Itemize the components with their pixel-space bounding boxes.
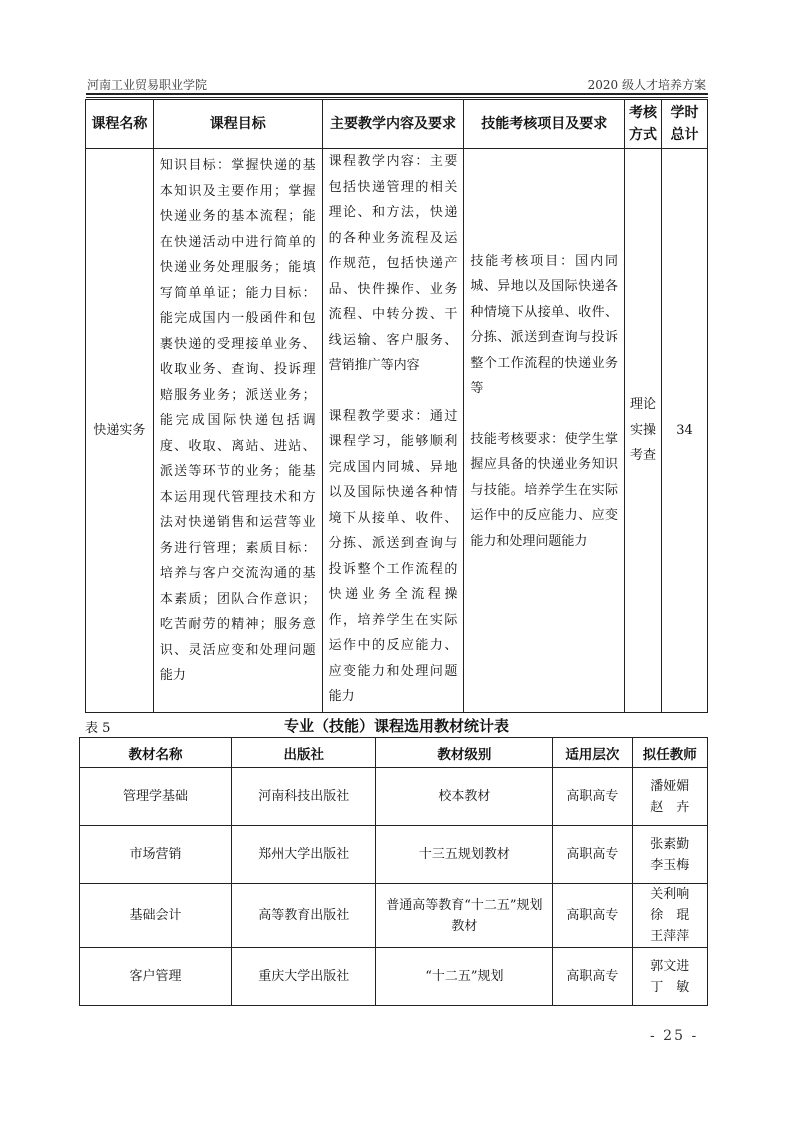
exam-method xyxy=(625,149,662,713)
teachers xyxy=(632,826,707,884)
header-document-title: 2020 级人才培养方案 xyxy=(587,78,706,92)
col-total-hours-line1: 学时 xyxy=(670,105,699,121)
course-objectives: 知识目标：掌握快递的基本知识及主要作用；掌握快递业务的基本流程；能在快递活动中进行简单的快递业务处理服务；能填写简单单证；能力目标：能完成国内一般函件和包裹快递的受理接单业务、收取业务、查询、投诉理赔服务业务；派送业务；能完成国际快递包括调度、收取、离站、进站、派送等环节的业务；能基本运用现代管理技术和方法对快递销售和运营等业务进行管理；素质目标：培养与客户交流沟通的基本素质；团队合作意识；吃苦耐劳的精神；服务意识、灵活应变和处理问题能力 xyxy=(153,149,322,713)
table-row xyxy=(86,149,708,713)
skill-requirements-text: 技能考核要求：使学生掌握应具备的快递业务知识与技能。培养学生在实际运作中的反应能力、应变能力和处理问题能力 xyxy=(470,431,619,549)
course-content xyxy=(322,149,464,713)
textbook-level: 校本教材 xyxy=(376,768,553,826)
textbook-name: 客户管理 xyxy=(80,948,232,1006)
exam-method-line: 考查 xyxy=(630,448,657,463)
col-exam-method-line2: 方式 xyxy=(629,127,658,143)
table-row xyxy=(80,884,708,948)
header-rule-thin xyxy=(86,97,708,98)
textbook-name: 基础会计 xyxy=(80,884,232,948)
teacher-name: 关利响 xyxy=(650,887,690,902)
col-applicable-tier: 适用层次 xyxy=(553,738,632,768)
textbook-name: 市场营销 xyxy=(80,826,232,884)
textbook-level: “十二五”规划 xyxy=(376,948,553,1006)
teacher-name: 王萍萍 xyxy=(650,929,690,944)
col-publisher: 出版社 xyxy=(232,738,376,768)
col-course-objectives: 课程目标 xyxy=(153,100,322,149)
teachers xyxy=(632,884,707,948)
exam-method-line: 理论 xyxy=(630,397,657,412)
table-row xyxy=(80,768,708,826)
course-content-text: 课程教学内容：主要包括快递管理的相关理论、和方法，快递的各种业务流程及运作规范，包括快递产品、快件操作、业务流程、中转分拨、干线运输、客户服务、营销推广等内容 xyxy=(328,154,458,373)
table-label: 表 5 xyxy=(85,721,111,736)
teacher-name: 丁 敏 xyxy=(650,979,690,995)
col-main-content: 主要教学内容及要求 xyxy=(322,100,464,149)
applicable-tier: 高职高专 xyxy=(553,884,632,948)
col-teachers: 拟任教师 xyxy=(632,738,707,768)
teacher-name: 赵 卉 xyxy=(650,799,690,815)
textbook-table xyxy=(79,737,708,1006)
applicable-tier: 高职高专 xyxy=(553,826,632,884)
skill-items-text: 技能考核项目：国内同城、异地以及国际快递各种情境下从接单、收件、分拣、派送到查询与投诉整个工作流程的快递业务等 xyxy=(470,253,619,396)
exam-method-line: 实操 xyxy=(630,422,657,438)
textbook-name: 管理学基础 xyxy=(80,768,232,826)
applicable-tier: 高职高专 xyxy=(553,768,632,826)
publisher: 高等教育出版社 xyxy=(232,884,376,948)
teacher-name: 徐 琨 xyxy=(650,908,690,923)
table-row xyxy=(80,826,708,884)
course-table xyxy=(85,99,708,713)
col-course-name: 课程名称 xyxy=(86,100,154,149)
course-table-header xyxy=(86,100,708,149)
teacher-name: 李玉梅 xyxy=(650,857,690,873)
publisher: 郑州大学出版社 xyxy=(232,826,376,884)
table-row xyxy=(80,948,708,1006)
teacher-name: 张素勤 xyxy=(650,836,690,852)
publisher: 河南科技出版社 xyxy=(232,768,376,826)
col-skill-assessment: 技能考核项目及要求 xyxy=(464,100,625,149)
textbook-table-header xyxy=(80,738,708,768)
col-textbook-level: 教材级别 xyxy=(376,738,553,768)
table-title: 专业（技能）课程选用教材统计表 xyxy=(283,717,509,735)
page-number: - 25 - xyxy=(650,1028,699,1044)
col-exam-method xyxy=(625,100,662,149)
teachers xyxy=(632,948,707,1006)
skill-assessment xyxy=(464,149,625,713)
textbook-level: 十三五规划教材 xyxy=(376,826,553,884)
publisher: 重庆大学出版社 xyxy=(232,948,376,1006)
teachers xyxy=(632,768,707,826)
course-requirements-text: 课程教学要求：通过课程学习，能够顺利完成国内同城、异地以及国际快递各种情境下从接单、收件、分拣、派送到查询与投诉整个工作流程的快递业务全流程操作，培养学生在实际运作中的反应能力、应变能力和处理问题能力 xyxy=(328,408,458,704)
textbook-level: 普通高等教育“十二五”规划教材 xyxy=(376,884,553,948)
col-total-hours xyxy=(662,100,708,149)
applicable-tier: 高职高专 xyxy=(553,948,632,1006)
header-rule xyxy=(86,93,708,95)
teacher-name: 潘娅媚 xyxy=(650,778,690,794)
header-institution: 河南工业贸易职业学院 xyxy=(87,78,208,92)
col-total-hours-line2: 总计 xyxy=(670,127,699,143)
col-textbook-name: 教材名称 xyxy=(80,738,232,768)
col-exam-method-line1: 考核 xyxy=(629,105,658,121)
total-hours: 34 xyxy=(662,149,708,713)
course-name: 快递实务 xyxy=(86,149,154,713)
teacher-name: 郭文进 xyxy=(650,958,690,974)
